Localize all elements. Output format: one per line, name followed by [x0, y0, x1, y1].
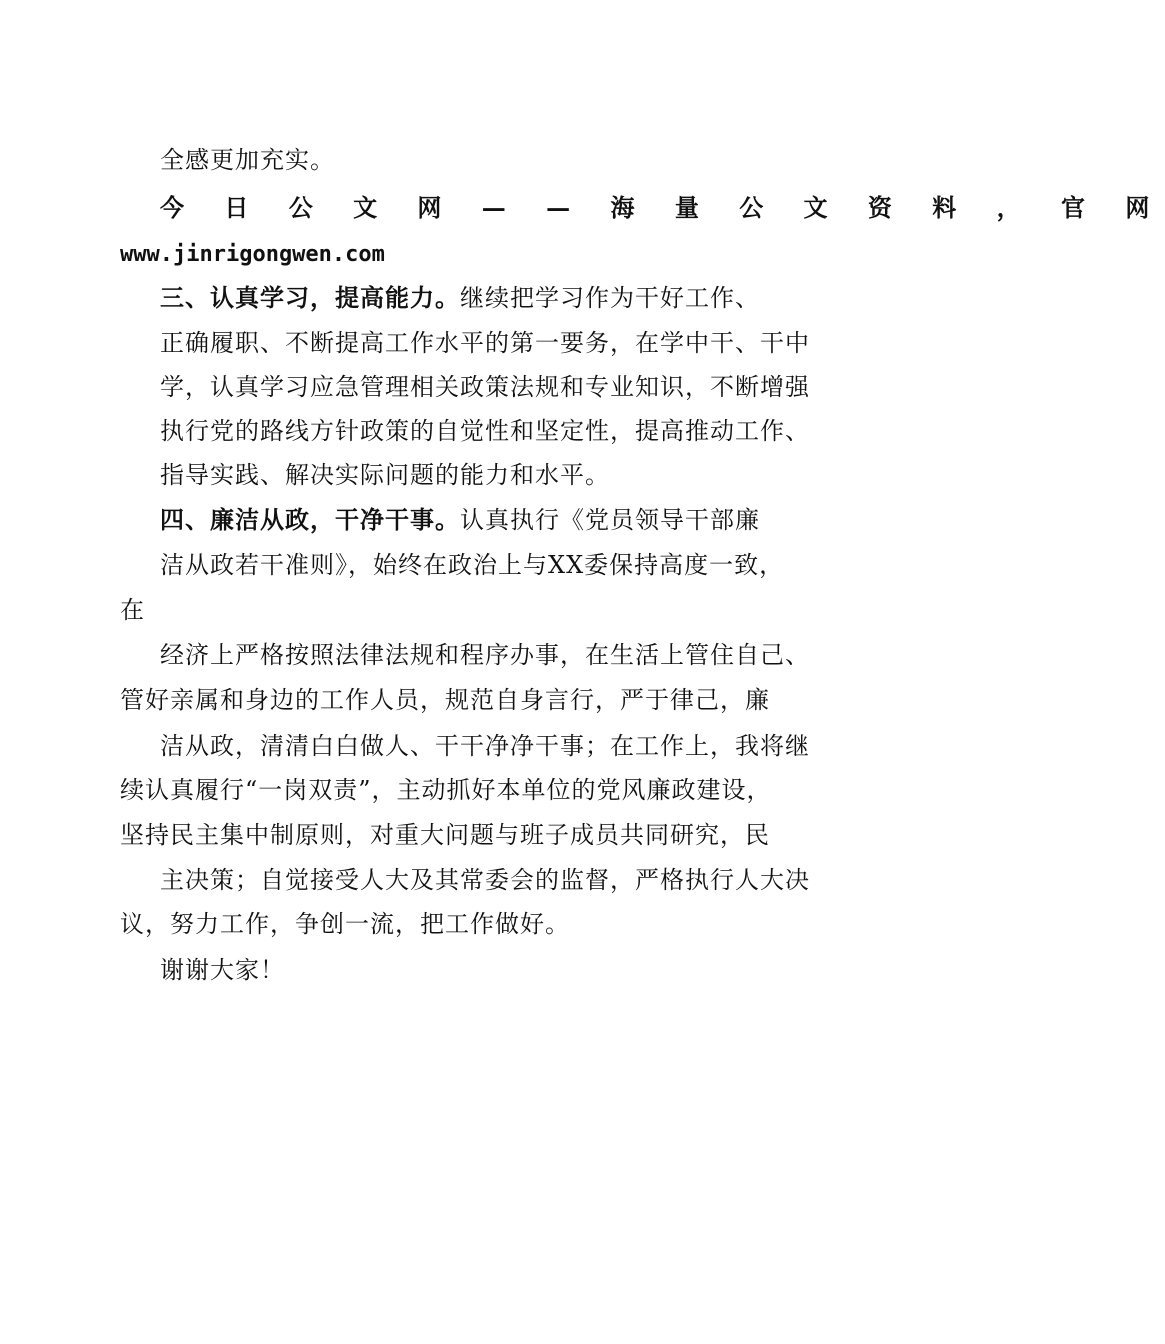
text-line: 主决策；自觉接受人大及其常委会的监督，严格执行人大决: [160, 866, 810, 894]
text-run: 认真执行《党员领导干部廉: [460, 506, 760, 534]
text-line: 今 日 公 文 网 — — 海 量 公 文 资 料 ， 官 网: [160, 193, 1165, 222]
text-line: 洁从政若干准则》，始终在政治上与XX委保持高度一致，: [160, 551, 785, 579]
text-line: 议，努力工作，争创一流，把工作做好。: [120, 910, 570, 938]
text-line: [160, 505, 760, 535]
text-line: 续认真履行“一岗双责”，主动抓好本单位的党风廉政建设，: [120, 776, 772, 804]
text-line: 管好亲属和身边的工作人员，规范自身言行，严于律己，廉: [120, 686, 770, 714]
text-line: 学，认真学习应急管理相关政策法规和专业知识，不断增强: [160, 373, 810, 401]
closing-text: 谢谢大家！: [160, 956, 285, 984]
text-line: 在: [120, 596, 145, 624]
text-line: 执行党的路线方针政策的自觉性和坚定性，提高推动工作、: [160, 417, 810, 445]
text-line: 指导实践、解决实际问题的能力和水平。: [160, 461, 610, 489]
section-heading: 三、认真学习，提高能力。: [160, 283, 460, 312]
text-line: [160, 283, 760, 313]
text-line: 正确履职、不断提高工作水平的第一要务，在学中干、干中: [160, 329, 810, 357]
text-line: 洁从政，清清白白做人、干干净净干事；在工作上，我将继: [160, 732, 810, 760]
text-line: 全感更加充实。: [160, 146, 335, 174]
text-line: 坚持民主集中制原则，对重大问题与班子成员共同研究，民: [120, 821, 770, 849]
section-heading: 四、廉洁从政，干净干事。: [160, 505, 460, 534]
text-line: 经济上严格按照法律法规和程序办事，在生活上管住自己、: [160, 641, 810, 669]
url-line: www.jinrigongwen.com: [120, 242, 385, 267]
text-run: 继续把学习作为干好工作、: [460, 284, 760, 312]
